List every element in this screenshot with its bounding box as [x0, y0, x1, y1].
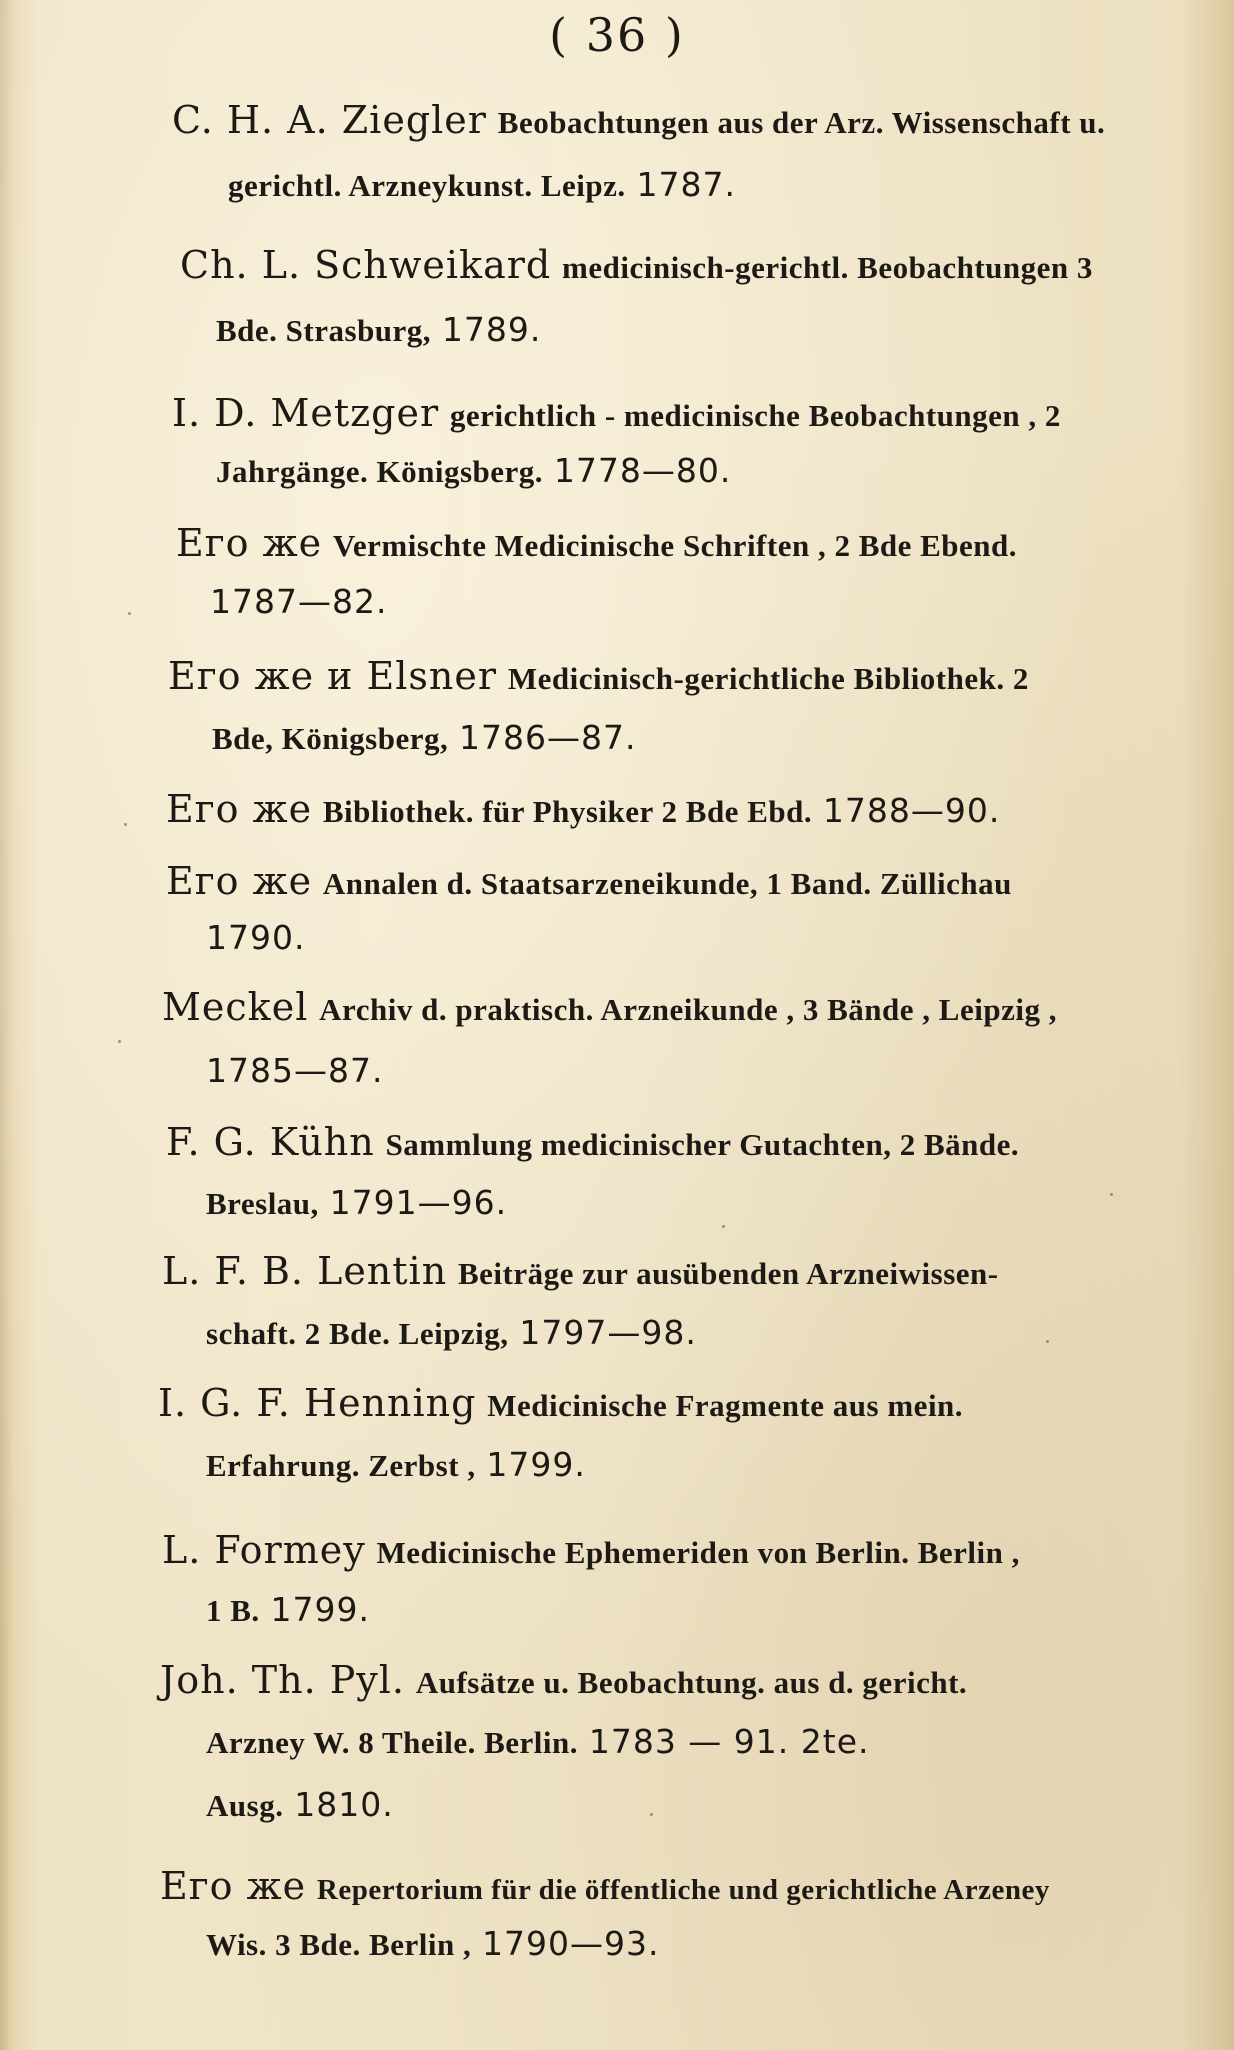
paper-speck [722, 1225, 725, 1228]
entry-line [212, 718, 637, 759]
entry-line [206, 1785, 394, 1826]
entry-title: Sammlung medicinischer Gutachten, 2 Bände. [385, 1127, 1020, 1162]
paper-speck [118, 1040, 121, 1043]
entry-author: L. Formey [162, 1528, 366, 1572]
entry-year: 1788—90. [822, 791, 1001, 830]
paper-speck [1110, 1193, 1113, 1196]
entry-author: Его же [166, 859, 313, 903]
entry-title: Repertorium für die öffentliche und gerichtliche Arzeney [316, 1874, 1050, 1906]
entry-line [160, 1660, 967, 1703]
entry-line [206, 918, 305, 959]
entry-text: Erfahrung. Zerbst , [206, 1448, 476, 1483]
entry-year: 1787—82. [210, 582, 388, 621]
entry-year: 1799. [270, 1590, 370, 1629]
entry-line [210, 582, 387, 623]
page-number: ( 36 ) [549, 8, 685, 62]
entry-text: 1 B. [206, 1593, 260, 1628]
entry-text: gerichtl. Arzneykunst. Leipz. [228, 168, 626, 203]
entry-title: medicinisch-gerichtl. Beobachtungen 3 [562, 250, 1093, 285]
entry-line [162, 1530, 1020, 1573]
entry-year: 1786—87. [459, 718, 637, 757]
entry-author: L. F. B. Lentin [162, 1249, 448, 1293]
entry-year: 1790—93. [482, 1924, 660, 1963]
paper-speck [650, 1813, 653, 1816]
entry-line [206, 1445, 586, 1486]
entry-year: 1791—96. [329, 1183, 508, 1222]
entry-year: 1778—80. [553, 451, 732, 490]
entry-author: Его же [166, 787, 313, 831]
entry-year: 1789. [441, 310, 542, 349]
entry-line [162, 987, 1057, 1030]
entry-line [166, 861, 1012, 904]
entry-line [206, 1051, 383, 1092]
entry-line [162, 1251, 999, 1294]
entry-title: Annalen d. Staatsarzeneikunde, 1 Band. Züllichau [322, 866, 1012, 901]
entry-line [206, 1924, 660, 1965]
entry-title: Medicinische Ephemeriden von Berlin. Berlin , [376, 1535, 1020, 1570]
entry-line [206, 1722, 870, 1763]
entry-text: Wis. 3 Bde. Berlin , [206, 1927, 472, 1962]
entry-text: Arzney W. 8 Theile. Berlin. [206, 1725, 579, 1760]
entry-year: 1783 — 91. 2te. [588, 1722, 870, 1761]
entry-year: 1790. [206, 918, 306, 957]
paper-speck [128, 612, 131, 615]
entry-author: Meckel [162, 985, 309, 1029]
entry-title: Medicinische Fragmente aus mein. [487, 1388, 964, 1423]
entry-year: 1797—98. [519, 1313, 697, 1352]
entry-line [166, 1122, 1019, 1165]
entry-author: Ch. L. Schweikard [180, 243, 552, 287]
entry-title: Vermischte Medicinische Schriften , 2 Bde Ebend. [332, 528, 1018, 563]
paper-speck [124, 823, 127, 826]
entry-text: Bde. Strasburg, [216, 313, 432, 348]
entry-text: schaft. 2 Bde. Leipzig, [206, 1316, 509, 1351]
entry-line [166, 789, 1000, 832]
entry-title: Archiv d. praktisch. Arzneikunde , 3 Bände , Leipzig , [319, 992, 1057, 1027]
entry-line [216, 451, 731, 492]
paper-speck [1046, 1340, 1049, 1343]
entry-title: Aufsätze u. Beobachtung. aus d. gericht. [415, 1665, 968, 1700]
entry-line [172, 100, 1105, 143]
entry-year: 1810. [294, 1785, 394, 1824]
entry-author: F. G. Kühn [166, 1120, 375, 1164]
entry-text: Bde, Königsberg, [212, 721, 449, 756]
entry-year: 1799. [486, 1445, 586, 1484]
entry-line [176, 523, 1017, 566]
entry-title: gerichtlich - medicinische Beobachtungen , 2 [449, 398, 1061, 433]
entry-line [160, 1866, 1050, 1910]
entry-text: Jahrgänge. Königsberg. [216, 454, 544, 489]
entry-author: I. D. Metzger [172, 391, 440, 435]
entry-title: Bibliothek. für Physiker 2 Bde Ebd. [322, 794, 813, 829]
entry-line [168, 656, 1029, 699]
entry-author: Joh. Th. Pyl. [160, 1658, 405, 1702]
entry-line [206, 1590, 370, 1631]
entry-author: Его же и Elsner [168, 654, 498, 698]
entry-title: Beiträge zur ausübenden Arzneiwissen- [458, 1256, 999, 1291]
entry-line [206, 1313, 697, 1354]
entry-line [172, 393, 1061, 436]
entry-year: 1787. [636, 165, 736, 204]
entry-title: Medicinisch-gerichtliche Bibliothek. 2 [507, 661, 1029, 696]
entry-author: I. G. F. Henning [158, 1381, 477, 1425]
entry-author: Его же [160, 1864, 307, 1908]
entry-line [216, 310, 541, 351]
entry-line [158, 1383, 963, 1426]
entry-text: Ausg. [206, 1788, 284, 1823]
entry-line [206, 1183, 507, 1224]
entry-author: Его же [176, 521, 323, 565]
entry-line [228, 165, 736, 206]
entry-author: C. H. A. Ziegler [172, 98, 487, 142]
entry-line [180, 245, 1093, 288]
entry-year: 1785—87. [206, 1051, 384, 1090]
entry-text: Breslau, [206, 1186, 319, 1221]
entry-title: Beobachtungen aus der Arz. Wissenschaft u. [497, 105, 1106, 140]
